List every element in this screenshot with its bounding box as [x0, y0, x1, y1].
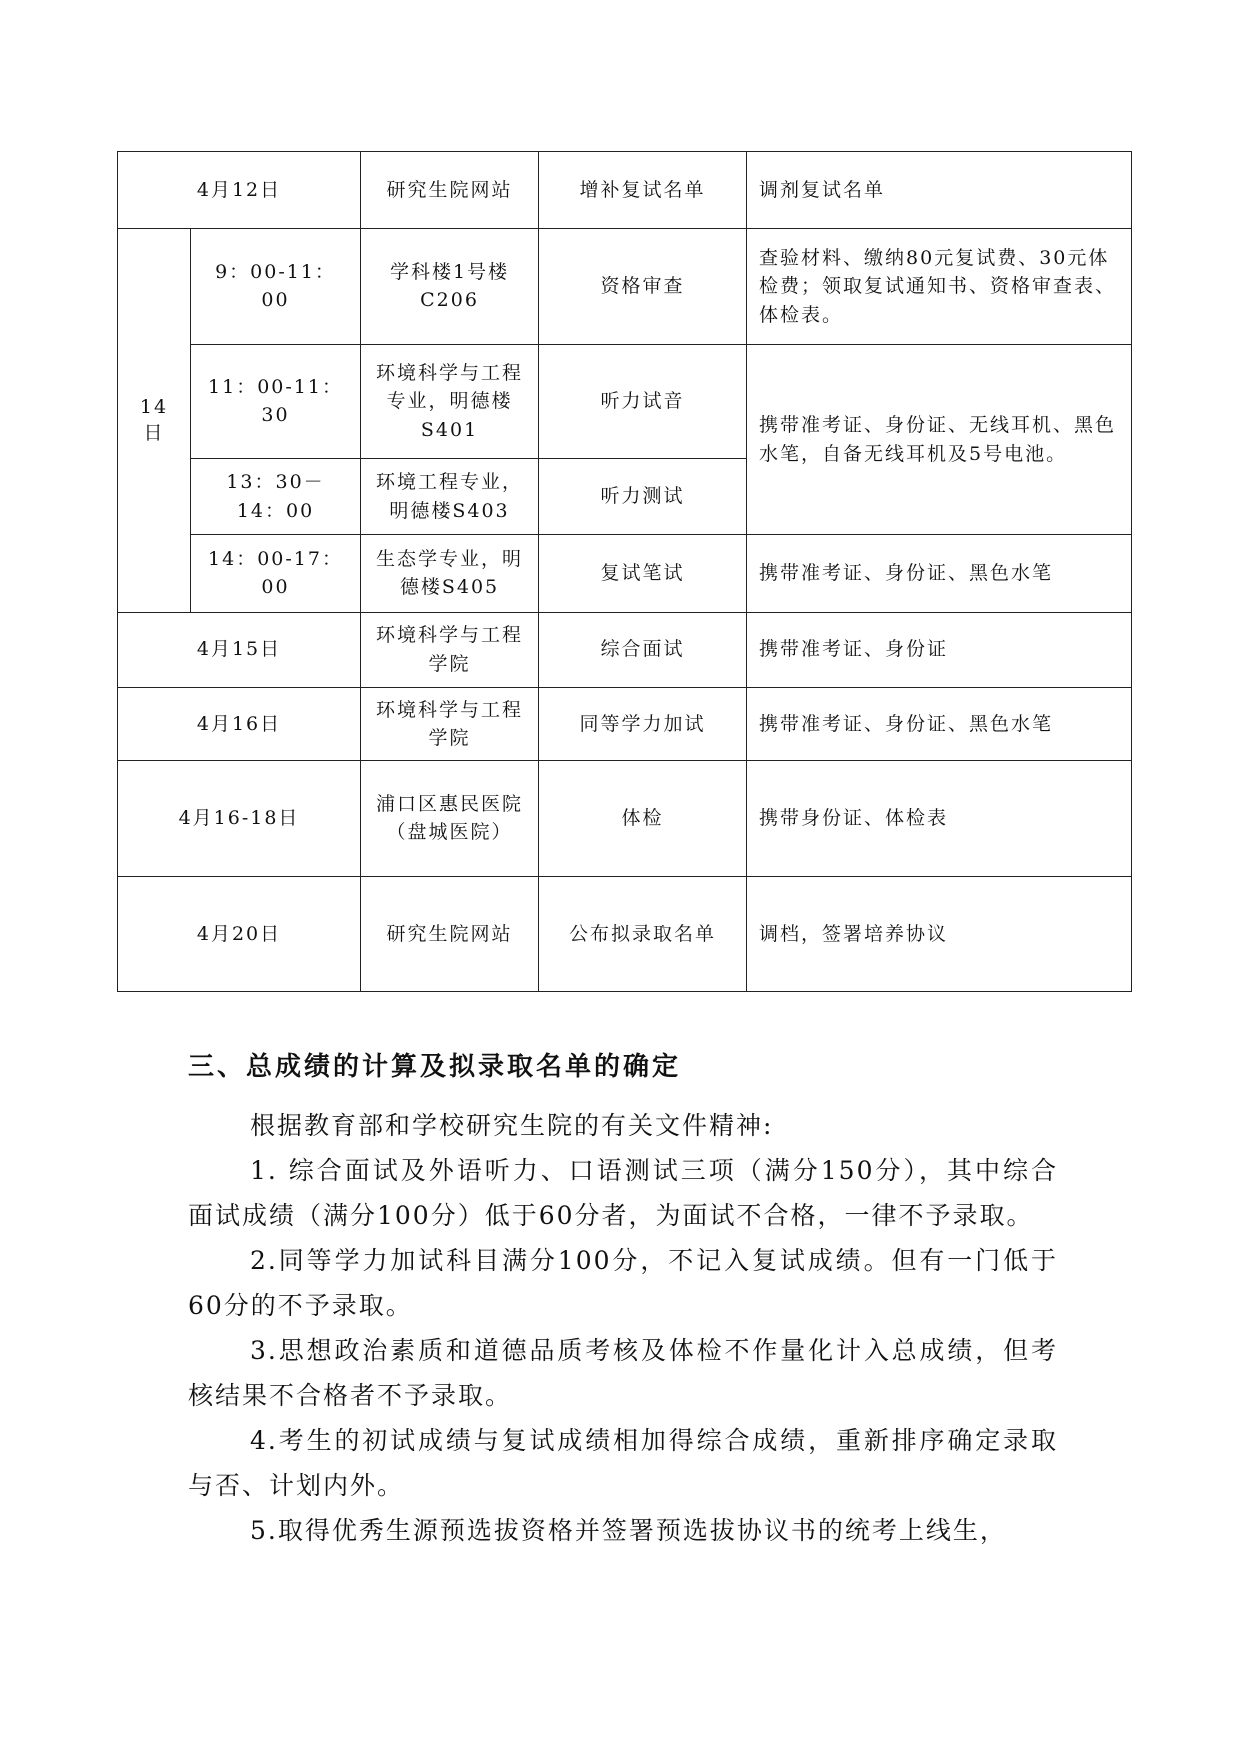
table-row: [118, 761, 1132, 876]
item-cell: 同等学力加试: [539, 687, 747, 760]
place-cell: 研究生院网站: [361, 876, 539, 991]
paragraph: 4.考生的初试成绩与复试成绩相加得综合成绩，重新排序确定录取与否、计划内外。: [188, 1426, 1058, 1500]
item-cell: 资格审查: [539, 229, 747, 344]
place-cell: 学科楼1号楼 C206: [361, 229, 539, 344]
date-cell: 4月16-18日: [118, 761, 361, 876]
time-cell: 9：00-11：00: [191, 229, 361, 344]
section-heading: 三、总成绩的计算及拟录取名单的确定: [188, 1052, 682, 1082]
table-row: [118, 687, 1132, 760]
date-cell: 4月15日: [118, 612, 361, 687]
note-cell: 携带准考证、身份证、黑色水笔: [747, 535, 1132, 612]
paragraph: 1. 综合面试及外语听力、口语测试三项（满分150分），其中综合面试成绩（满分100分）低于60分者，为面试不合格，一律不予录取。: [188, 1156, 1058, 1230]
item-cell: 听力试音: [539, 344, 747, 458]
table-row: [118, 612, 1132, 687]
time-cell: 13：30－14：00: [191, 459, 361, 535]
paragraph: 5.取得优秀生源预选拔资格并签署预选拔协议书的统考上线生，: [250, 1516, 1007, 1545]
note-cell: 携带准考证、身份证: [747, 612, 1132, 687]
note-cell: 携带准考证、身份证、无线耳机、黑色水笔，自备无线耳机及5号电池。: [747, 344, 1132, 535]
table-row: [118, 876, 1132, 991]
place-cell: 环境工程专业，明德楼S403: [361, 459, 539, 535]
item-cell: 综合面试: [539, 612, 747, 687]
date-cell: 4月20日: [118, 876, 361, 991]
item-cell: 听力测试: [539, 459, 747, 535]
item-cell: 公布拟录取名单: [539, 876, 747, 991]
schedule-table: [117, 151, 1132, 992]
table-row: [118, 344, 1132, 458]
date-cell: 4月12日: [118, 152, 361, 229]
place-cell: 生态学专业，明德楼S405: [361, 535, 539, 612]
note-cell: 调档，签署培养协议: [747, 876, 1132, 991]
note-cell: 调剂复试名单: [747, 152, 1132, 229]
day-14-cell: 14 日: [118, 229, 191, 612]
time-cell: 11：00-11：30: [191, 344, 361, 458]
place-cell: 环境科学与工程学院: [361, 612, 539, 687]
table-row: [118, 229, 1132, 344]
paragraph: 根据教育部和学校研究生院的有关文件精神:: [250, 1111, 774, 1140]
note-cell: 查验材料、缴纳80元复试费、30元体检费；领取复试通知书、资格审查表、体检表。: [747, 229, 1132, 344]
section-body: [188, 1103, 1058, 1553]
paragraph: 2.同等学力加试科目满分100分，不记入复试成绩。但有一门低于60分的不予录取。: [188, 1246, 1058, 1320]
place-cell: 浦口区惠民医院 （盘城医院）: [361, 761, 539, 876]
note-cell: 携带身份证、体检表: [747, 761, 1132, 876]
place-cell: 环境科学与工程专业，明德楼S401: [361, 344, 539, 458]
place-cell: 研究生院网站: [361, 152, 539, 229]
note-cell: 携带准考证、身份证、黑色水笔: [747, 687, 1132, 760]
table-row: [118, 535, 1132, 612]
item-cell: 复试笔试: [539, 535, 747, 612]
time-cell: 14：00-17：00: [191, 535, 361, 612]
item-cell: 体检: [539, 761, 747, 876]
date-cell: 4月16日: [118, 687, 361, 760]
item-cell: 增补复试名单: [539, 152, 747, 229]
place-cell: 环境科学与工程学院: [361, 687, 539, 760]
paragraph: 3.思想政治素质和道德品质考核及体检不作量化计入总成绩，但考核结果不合格者不予录取。: [188, 1336, 1058, 1410]
table-row: [118, 152, 1132, 229]
